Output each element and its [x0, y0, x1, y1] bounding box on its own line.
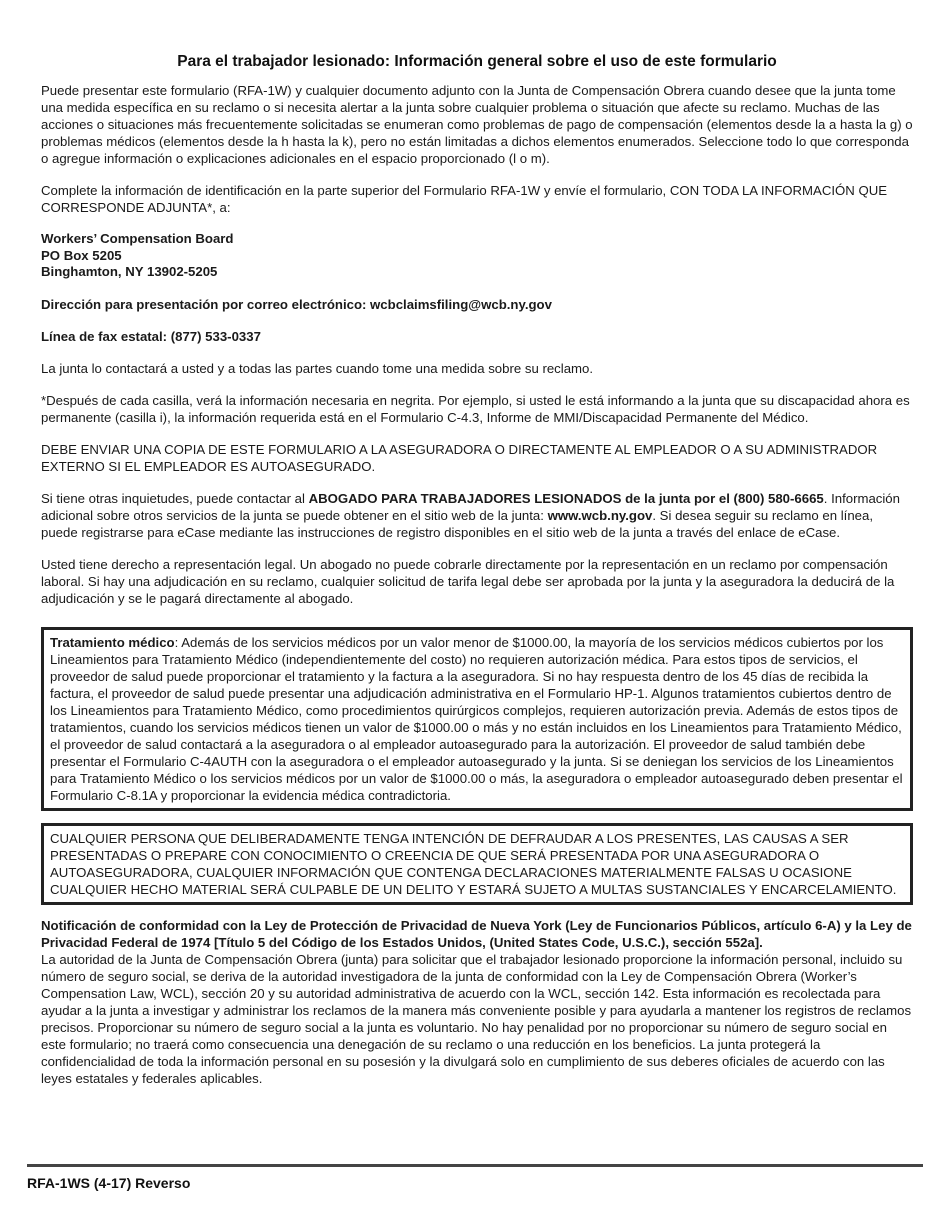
address-line-1: Workers’ Compensation Board [41, 231, 234, 246]
medical-treatment-box [41, 627, 913, 811]
medical-treatment-heading: Tratamiento médico [50, 634, 175, 650]
website-link[interactable]: www.wcb.ny.gov [547, 507, 653, 523]
privacy-text: La autoridad de la Junta de Compensación Obrera (junta) para solicitar que el trabajador lesionado proporcione la información personal, incluido su número de seguro social, se deriva de la autoridad investigadora de la junta de conformidad con la Ley de Compensación Obrera (Worker’s Compensation Law, WCL), sección 20 y su autoridad administrativa de acuerdo con la WCL, sección 142. Esta información es recolectada para ayudar a la junta a investigar y administrar los reclamos de la manera más conveniente posible y para ayudarla a mantener los registros de reclamos precisos. Proporcionar su número de seguro social a la junta es voluntario. No hay penalidad por no proporcionar su número de seguro social en este formulario; no traerá como consecuencia una denegación de su reclamo o una reducción en los beneficios. La junta protegerá la confidencialidad de toda la información personal en su posesión y la divulgará solo en cumplimiento de sus deberes oficiales de acuerdo con las leyes estatales y federales aplicables. [41, 951, 912, 1086]
questions-paragraph [41, 490, 913, 541]
address-line-2: PO Box 5205 [41, 247, 122, 263]
contact-note: La junta lo contactará a usted y a todas las partes cuando tome una medida sobre su reclamo. [41, 360, 594, 376]
advocate-phone: ABOGADO PARA TRABAJADORES LESIONADOS de la junta por el (800) 580-6665 [308, 490, 824, 506]
instructions-paragraph: Complete la información de identificación en la parte superior del Formulario RFA-1W y envíe el formulario, CON TODA LA INFORMACIÓN QUE CORRESPONDE ADJUNTA*, a: [41, 183, 888, 215]
page-title: Para el trabajador lesionado: Información general sobre el uso de este formulario [177, 53, 777, 70]
medical-treatment-text: : Además de los servicios médicos por un valor menor de $1000.00, la mayoría de los servicios médicos cubiertos por los Lineamientos para Tratamiento Médico (independientemente del costo) no requieren autorización médica. Para estos tipos de servicios, el proveedor de salud puede proporcionar el tratamiento y la factura a la aseguradora. Si no hay respuesta dentro de los 45 días de recibida la factura, el proveedor de salud puede presentar una adjudicación administrativa en el Formulario HP-1. Algunos tratamientos cubiertos dentro de los Lineamientos para Tratamiento Médico, como procedimientos quirúrgicos complejos, requieren autorización previa. Además de estos tipos de tratamientos, cuando los servicios médicos tienen un valor de $1000.00 o más y no están incluidos en los Lineamientos para Tratamiento Médico, el proveedor de salud contactará a la aseguradora o al empleador autoasegurado para la autorización. El proveedor de salud también debe presentar el Formulario C-4AUTH con la aseguradora o el empleador autoasegurado y la junta. Si se deniegan los servicios de los Lineamientos para Tratamiento Médico o los servicios médicos por un valor de $1000.00 o más, la aseguradora o empleador autoasegurado deben presentar el Formulario C-8.1A y proporcionar la evidencia médica contradictoria. [50, 634, 903, 803]
address-line-3: Binghamton, NY 13902-5205 [41, 264, 218, 279]
legal-representation-paragraph: Usted tiene derecho a representación legal. Un abogado no puede cobrarle directamente por la representación en un reclamo por compensación laboral. Si hay una adjudicación en su reclamo, cualquier solicitud de tarifa legal debe ser aprobada por la junta y la aseguradora la deducirá de la adjudicación y se le pagará directamente al abogado. [41, 556, 895, 606]
footer-divider [27, 1164, 923, 1167]
mailing-address [41, 231, 913, 281]
questions-text-1: Si tiene otras inquietudes, puede contactar al [41, 490, 309, 506]
form-code: RFA-1WS (4-17) Reverso [27, 1175, 191, 1191]
privacy-heading: Notificación de conformidad con la Ley de Protección de Privacidad de Nueva York (Ley de Funcionarios Públicos, artículo 6-A) y la Ley de Privacidad Federal de 1974 [Título 5 del Código de los Estados Unidos, (United States Code, U.S.C.), sección 552a]. [41, 917, 912, 950]
fax-line: Línea de fax estatal: (877) 533-0337 [41, 328, 261, 344]
form-page [41, 52, 913, 1087]
intro-paragraph: Puede presentar este formulario (RFA-1W) y cualquier documento adjunto con la Junta de Compensación Obrera cuando desee que la junta tome una medida específica en su reclamo o si necesita alertar a la junta sobre cualquier problema o situación que afecte su reclamo. Muchas de las acciones o situaciones más frecuentemente solicitadas se enumeran como problemas de pago de compensación (elementos desde la a hasta la g) o problemas médicos (elementos desde la h hasta la k), pero no están limitadas a dichos elementos enumerados. Seleccione todo lo que corresponda o agregue información o explicaciones adicionales en el espacio proporcionado (l o m). [41, 83, 913, 166]
questions-text-2: . Información adicional sobre otros servicios de la junta se puede obtener en el sitio web de la junta: [41, 490, 900, 523]
fraud-warning-box: CUALQUIER PERSONA QUE DELIBERADAMENTE TENGA INTENCIÓN DE DEFRAUDAR A LOS PRESENTES, LAS CAUSAS A SER PRESENTADAS O PREPARE CON CONOCIMIENTO O CREENCIA DE QUE SERÁ PRESENTADA POR UNA ASEGURADORA O AUTOASEGURADORA, CUALQUIER INFORMACIÓN QUE CONTENGA DECLARACIONES MATERIALMENTE FALSAS U OCASIONE CUALQUIER HECHO MATERIAL SERÁ CULPABLE DE UN DELITO Y ESTARÁ SUJETO A MULTAS SUSTANCIALES Y ENCARCELAMIENTO. [41, 823, 913, 905]
copy-notice: DEBE ENVIAR UNA COPIA DE ESTE FORMULARIO A LA ASEGURADORA O DIRECTAMENTE AL EMPLEADOR O A SU ADMINISTRADOR EXTERNO SI EL EMPLEADOR ES AUTOASEGURADO. [41, 441, 878, 474]
email-filing-line: Dirección para presentación por correo electrónico: wcbclaimsfiling@wcb.ny.gov [41, 296, 552, 312]
privacy-notice [41, 917, 913, 1087]
questions-text-3: . Si desea seguir su reclamo en línea, puede registrarse para eCase mediante las instrucciones de registro disponibles en el sitio web de la junta a través del enlace de eCase. [41, 507, 874, 540]
footnote-paragraph: *Después de cada casilla, verá la información necesaria en negrita. Por ejemplo, si usted le está informando a la junta que su discapacidad ahora es permanente (casilla i), la información requerida está en el Formulario C-4.3, Informe de MMI/Discapacidad Permanente del Médico. [41, 392, 910, 425]
